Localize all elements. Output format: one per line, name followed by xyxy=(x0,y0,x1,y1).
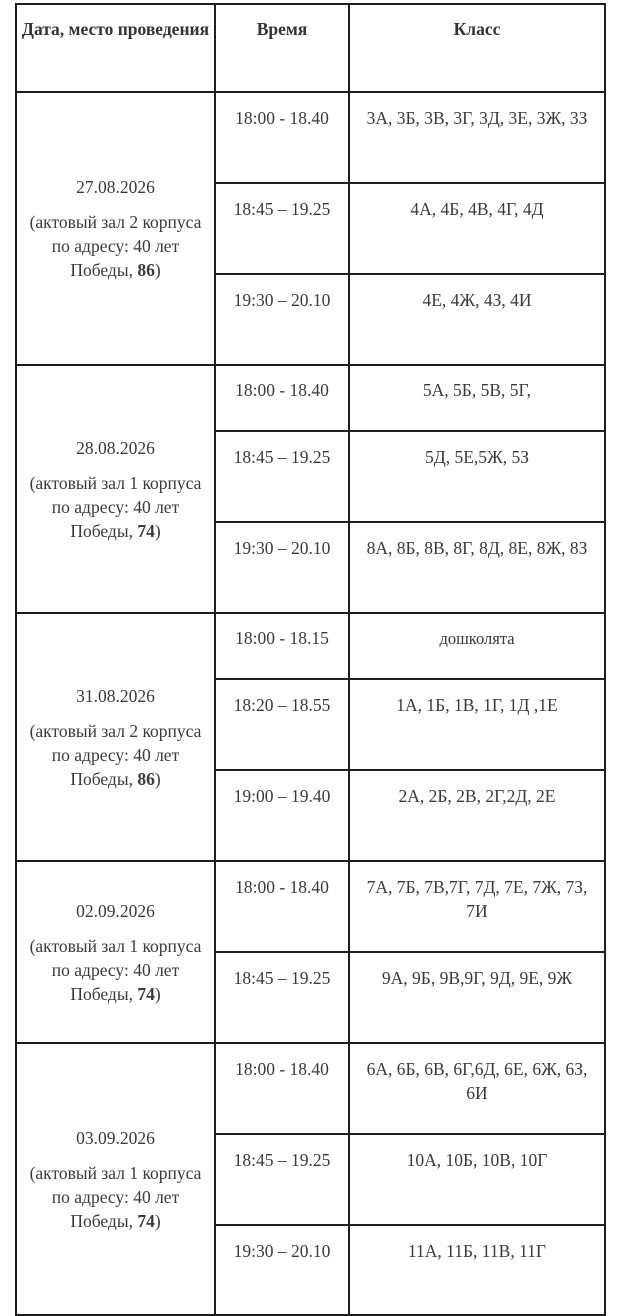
time-cell: 18:00 - 18.40 xyxy=(215,92,349,183)
classes-cell: 2А, 2Б, 2В, 2Г,2Д, 2Е xyxy=(349,770,605,861)
classes-cell: 1А, 1Б, 1В, 1Г, 1Д ,1Е xyxy=(349,679,605,770)
venue-close: ) xyxy=(154,768,161,789)
classes-cell: 10А, 10Б, 10В, 10Г xyxy=(349,1134,605,1225)
date-venue-cell xyxy=(16,613,215,861)
time-cell: 18:45 – 19.25 xyxy=(215,1134,349,1225)
table-row xyxy=(16,365,605,431)
venue-number: 74 xyxy=(137,1210,155,1231)
classes-cell: 7А, 7Б, 7В,7Г, 7Д, 7Е, 7Ж, 7З, 7И xyxy=(349,861,605,952)
classes-cell: 8А, 8Б, 8В, 8Г, 8Д, 8Е, 8Ж, 8З xyxy=(349,522,605,613)
venue-text: (актовый зал 2 корпуса по адресу: 40 лет Победы, xyxy=(29,720,202,789)
venue-number: 86 xyxy=(137,768,155,789)
time-cell: 18:45 – 19.25 xyxy=(215,431,349,522)
date-venue-cell xyxy=(16,1043,215,1315)
event-date: 27.08.2026 xyxy=(76,177,155,197)
venue-text: (актовый зал 1 корпуса по адресу: 40 лет Победы, xyxy=(29,472,202,541)
classes-text: дошколята xyxy=(439,629,515,648)
classes-cell: 11А, 11Б, 11В, 11Г xyxy=(349,1225,605,1315)
time-cell: 18:45 – 19.25 xyxy=(215,952,349,1043)
date-venue-cell xyxy=(16,365,215,613)
date-venue-cell xyxy=(16,92,215,365)
classes-cell: 5Д, 5Е,5Ж, 5З xyxy=(349,431,605,522)
venue-close: ) xyxy=(154,520,161,541)
classes-cell: 3А, 3Б, 3В, 3Г, 3Д, 3Е, 3Ж, 3З xyxy=(349,92,605,183)
date-venue-cell xyxy=(16,861,215,1043)
classes-cell: 9А, 9Б, 9В,9Г, 9Д, 9Е, 9Ж xyxy=(349,952,605,1043)
header-row xyxy=(16,4,605,92)
time-cell: 18:00 - 18.40 xyxy=(215,861,349,952)
time-cell: 18:00 - 18.40 xyxy=(215,365,349,431)
classes-cell: 4А, 4Б, 4В, 4Г, 4Д xyxy=(349,183,605,274)
event-date: 28.08.2026 xyxy=(76,437,155,458)
table-row xyxy=(16,613,605,679)
table-row xyxy=(16,1043,605,1134)
event-date: 02.09.2026 xyxy=(76,900,155,921)
venue-close: ) xyxy=(154,983,161,1004)
schedule-table xyxy=(15,3,606,1316)
time-cell: 18:45 – 19.25 xyxy=(215,183,349,274)
event-date: 03.09.2026 xyxy=(76,1127,155,1148)
venue-text: (актовый зал 1 корпуса по адресу: 40 лет Победы, xyxy=(29,935,202,1004)
time-cell: 19:30 – 20.10 xyxy=(215,274,349,365)
event-date: 31.08.2026 xyxy=(76,685,155,706)
venue-text: (актовый зал 1 корпуса по адресу: 40 лет Победы, xyxy=(29,1162,202,1231)
event-venue xyxy=(23,934,208,1006)
venue-number: 74 xyxy=(137,983,155,1004)
time-cell: 18:20 – 18.55 xyxy=(215,679,349,770)
classes-cell: 4Е, 4Ж, 4З, 4И xyxy=(349,274,605,365)
classes-cell xyxy=(349,613,605,679)
classes-cell: 6А, 6Б, 6В, 6Г,6Д, 6Е, 6Ж, 6З, 6И xyxy=(349,1043,605,1134)
venue-close: ) xyxy=(154,1210,161,1231)
event-venue xyxy=(23,719,208,791)
event-venue xyxy=(23,471,208,543)
table-row xyxy=(16,92,605,183)
header-date-venue: Дата, место проведения xyxy=(16,4,215,92)
event-venue xyxy=(23,1161,208,1233)
time-cell: 18:00 - 18.15 xyxy=(215,613,349,679)
time-cell: 19:30 – 20.10 xyxy=(215,1225,349,1315)
venue-number: 74 xyxy=(137,520,155,541)
time-cell: 19:00 – 19.40 xyxy=(215,770,349,861)
venue-number: 86 xyxy=(137,260,155,280)
header-class: Класс xyxy=(349,4,605,92)
event-venue xyxy=(23,210,208,282)
classes-cell: 5А, 5Б, 5В, 5Г, xyxy=(349,365,605,431)
time-cell: 19:30 – 20.10 xyxy=(215,522,349,613)
venue-text: (актовый зал 2 корпуса по адресу: 40 лет Победы, xyxy=(29,212,202,280)
header-time: Время xyxy=(215,4,349,92)
venue-close: ) xyxy=(154,260,161,280)
time-cell: 18:00 - 18.40 xyxy=(215,1043,349,1134)
table-row xyxy=(16,861,605,952)
